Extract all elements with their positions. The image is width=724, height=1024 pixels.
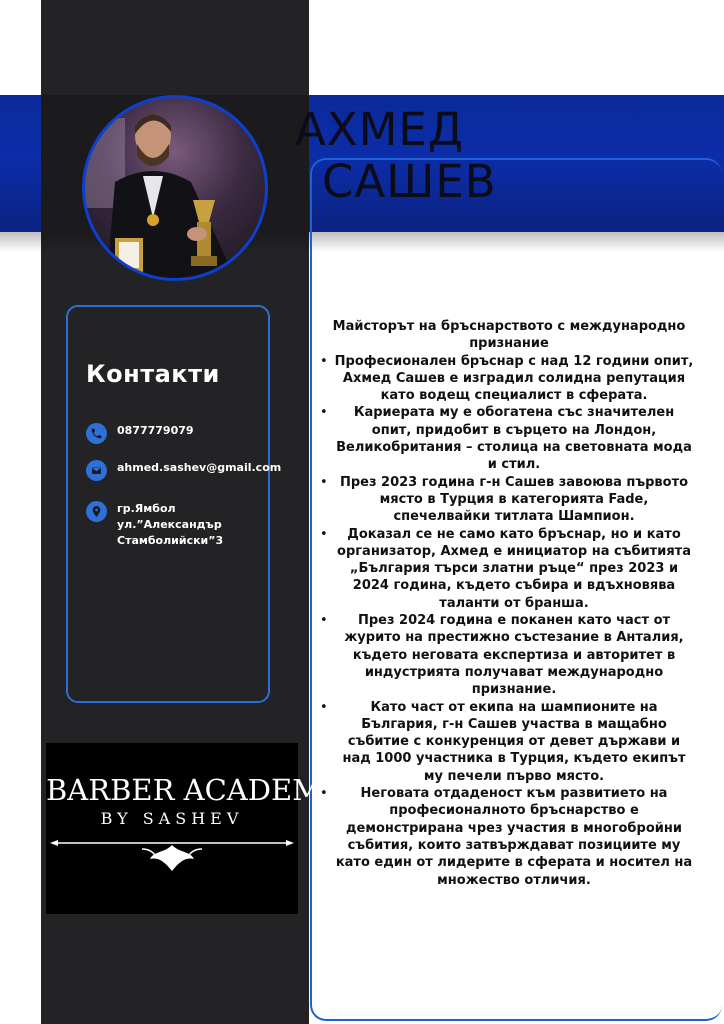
portrait-photo bbox=[82, 95, 268, 281]
logo-sub-text: BY SASHEV bbox=[100, 809, 244, 828]
address-line-2: ул.”Александър bbox=[117, 518, 222, 531]
bio-item: • Професионален бръснар с над 12 години опит, Ахмед Сашев е изградил солидна репутация като водещ специалист в сферата. bbox=[318, 353, 700, 405]
name-first: АХМЕД bbox=[295, 103, 465, 156]
name-last: САШЕВ bbox=[322, 155, 497, 208]
mail-icon bbox=[86, 460, 107, 481]
address-text bbox=[117, 501, 223, 549]
bio-item: • През 2024 година е поканен като част от журито на престижно състезание в Анталия, където неговата експертиза и авторитет в индустрията получават международно признание. bbox=[318, 612, 700, 698]
bio-intro: Майсторът на бръснарството с международно признание bbox=[332, 319, 686, 352]
contact-email bbox=[86, 460, 281, 481]
address-line-1: гр.Ямбол bbox=[117, 502, 176, 515]
phone-icon bbox=[86, 423, 107, 444]
barber-academy-logo bbox=[46, 743, 341, 914]
bio-item: • През 2023 година г-н Сашев завоюва първото място в Турция в категорията Fade, спечелвайки титлата Шампион. bbox=[318, 474, 700, 526]
bio-item: • Като част от екипа на шампионите на България, г-н Сашев участва в мащабно събитие с конкуренция от девет държави и над 1000 участника в Турция, където екипът му печели първо място. bbox=[318, 699, 700, 785]
phone-text[interactable]: 0877779079 bbox=[117, 424, 194, 437]
contact-phone bbox=[86, 423, 194, 444]
bio-item: • Доказал се не само като бръснар, но и като организатор, Ахмед е инициатор на събитията „България търси златни ръце“ през 2023 и 2024 година, където събира и вдъхновява таланти от бранша. bbox=[318, 526, 700, 612]
bio-section bbox=[318, 318, 700, 889]
contact-address bbox=[86, 501, 223, 549]
bio-item: • Неговата отдаденост към развитието на професионалното бръснарство е демонстрирана чрез участия в многобройни събития, които затвърждават позициите му като един от лидерите в сферата и носител на множество отличия. bbox=[318, 785, 700, 889]
contacts-title: Контакти bbox=[86, 360, 220, 388]
logo-ornament-icon bbox=[46, 831, 298, 881]
email-text[interactable]: ahmed.sashev@gmail.com bbox=[117, 461, 282, 474]
location-pin-icon bbox=[86, 501, 107, 522]
bio-item: • Кариерата му е обогатена със значителен опит, придобит в сърцето на Лондон, Великобритания – столица на световната мода и стил. bbox=[318, 404, 700, 473]
portrait-illustration bbox=[85, 98, 265, 278]
logo-main-text: BARBER ACADEMY bbox=[46, 773, 341, 807]
name-title bbox=[295, 104, 497, 208]
bio-list bbox=[318, 353, 700, 889]
address-line-3: Стамболийски”3 bbox=[117, 534, 224, 547]
